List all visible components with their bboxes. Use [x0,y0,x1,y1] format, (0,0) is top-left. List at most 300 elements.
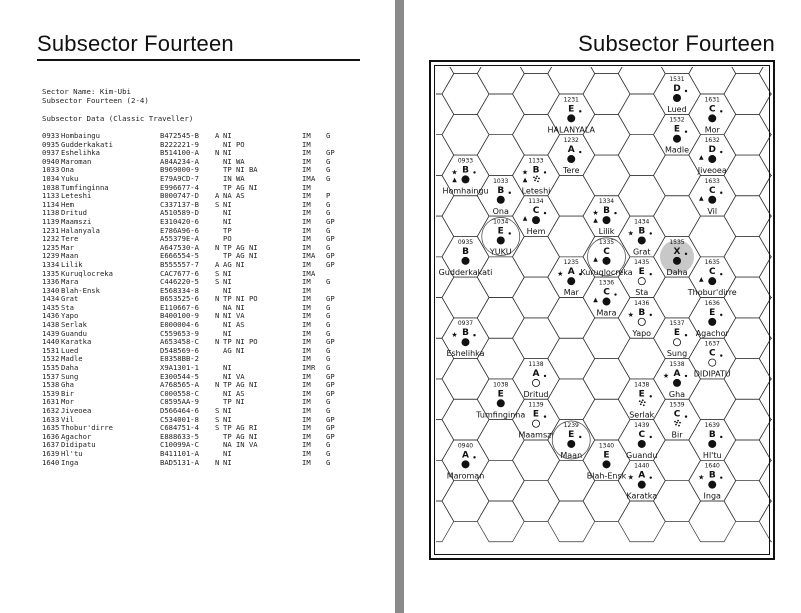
cell-gas: G [326,457,331,467]
cell-alle: IM [302,388,311,398]
system-hex-1631[interactable] [705,96,723,134]
cell-alle: IM [302,397,311,407]
gas-giant-icon [544,171,546,173]
cell-base: N [215,380,220,390]
cell-name: Gudderkakati [61,139,113,149]
cell-flag: A [311,251,316,261]
gas-giant-icon [614,212,616,214]
system-hex-1438[interactable] [629,381,654,419]
cell-name: Mara [61,277,79,287]
cell-codes: NI [223,328,232,338]
system-hex-1434[interactable] [628,218,652,256]
cell-codes: NI [223,148,232,158]
cell-hex: 1038 [42,182,60,192]
hex-cell [654,481,701,522]
world-name: Mor [704,125,720,135]
naval-base-icon: ★ [627,310,634,319]
right-page [404,0,801,613]
hex-cell [583,236,630,277]
cell-uwp: C684751-4 [160,423,199,433]
hex-number: 1235 [563,259,579,267]
gas-giant-icon [509,192,511,194]
hex-cell [442,318,489,359]
hex-number: 1631 [704,96,720,104]
world-icon [567,155,575,163]
hex-cell [431,94,454,135]
cell-codes: AG NI [223,259,245,269]
hex-number: 1034 [493,218,509,226]
gas-giant-icon [473,456,475,458]
asteroid-belt-icon [674,420,681,427]
cell-name: Daha [61,363,79,373]
hex-cell [431,501,454,542]
cell-uwp: B400100-9 [160,311,199,321]
cell-alle: IM [302,259,311,269]
sector-name-line: Sector Name: Kim-Ubi [42,87,131,96]
hex-cell [618,62,665,94]
system-hex-1637[interactable] [694,341,731,379]
cell-gas: GP [326,251,335,261]
world-name: Mar [563,288,579,298]
hex-number: 1138 [528,360,544,368]
starport-class: C [638,429,646,440]
starport-class: D [673,84,681,94]
cell-gas: G [326,397,331,407]
gas-giant-icon [720,436,722,438]
hex-cell [548,216,595,257]
cell-uwp: A55379E-A [160,234,199,244]
cell-codes: NI [223,406,232,415]
cell-name: Halanyala [61,225,100,235]
world-name: Daha [666,267,688,277]
system-hex-1038[interactable] [475,381,525,419]
hex-cell [654,62,701,74]
data-title-line: Subsector Data (Classic Traveller) [42,114,194,123]
scout-base-icon: ▲ [593,217,598,225]
cell-name: Mar [61,242,74,252]
world-icon [673,94,681,102]
title-underline [37,59,360,61]
cell-uwp: C10099A-C [160,440,199,450]
gas-giant-icon [614,293,616,295]
system-hex-0940[interactable] [447,442,485,480]
world-icon [708,277,716,285]
starport-class: E [638,267,645,278]
hex-cell [759,379,777,420]
scout-base-icon: ▲ [698,276,704,284]
cell-gas: GP [326,337,335,347]
cell-name: Hombaingu [61,131,100,140]
cell-gas: GP [326,414,335,424]
starport-class: C [603,246,610,257]
system-hex-1436[interactable] [628,300,652,338]
hex-cell [689,298,736,339]
hex-cell [618,379,665,420]
hex-cell [431,135,454,176]
hex-cell [724,277,771,318]
cell-gas: G [326,328,331,338]
system-hex-1231[interactable] [548,96,596,134]
hex-cell [431,175,454,216]
naval-base-icon: ★ [627,229,634,238]
system-hex-1133[interactable] [522,157,551,195]
world-icon [603,298,611,306]
hex-cell [618,94,665,135]
system-hex-0937[interactable] [446,320,484,358]
world-name: Ona [492,206,509,216]
hex-cell [759,501,777,542]
dry-world-icon [673,339,680,346]
system-hex-1635[interactable] [687,259,737,297]
starport-class: C [603,287,610,298]
system-hex-1334[interactable] [592,198,616,236]
cell-hex: 1632 [42,406,60,415]
amber-zone [552,421,590,459]
cell-hex: 0940 [42,156,60,166]
cell-flag: A [311,268,316,278]
subsector-line: Subsector Fourteen (2-4) [42,96,149,105]
hex-cell [513,155,560,196]
hex-cell [548,338,595,379]
cell-codes: NA AS [223,191,245,201]
cell-codes: TP AG RI [223,423,258,433]
starport-class: E [709,307,716,318]
world-name: Maan [560,450,583,460]
hex-cell [654,399,701,440]
cell-gas: G [326,354,331,364]
hex-cell [724,440,771,481]
hex-number: 1139 [528,401,544,409]
cell-gas: GP [326,294,335,304]
cell-base: N [215,242,220,252]
hex-number: 1537 [669,320,685,328]
world-name: Jiveoea [697,166,727,176]
hex-cell [442,236,489,277]
hex-cell [759,175,777,216]
starport-class: C [708,104,716,115]
system-hex-1138[interactable] [524,361,549,399]
cell-alle: IM [302,191,311,201]
hex-cell [759,460,777,501]
hex-cell [618,338,665,379]
hex-cell [654,277,701,318]
cell-alle: IM [302,208,311,218]
hex-number: 1334 [598,198,615,206]
system-hex-1033[interactable] [493,178,511,216]
cell-uwp: E568334-8 [160,285,199,295]
hex-map [431,62,777,562]
cell-gas: G [326,448,331,458]
cell-gas: G [326,406,331,415]
hex-cell [442,74,489,115]
cell-gas: G [326,199,331,209]
starport-class: C [673,409,681,420]
system-hex-1235[interactable] [557,259,581,297]
cell-uwp: C559653-9 [160,328,199,338]
cell-name: Sta [61,302,74,312]
cell-codes: NI [223,457,232,467]
scout-base-icon: ▲ [593,255,598,263]
cell-hex: 1440 [42,337,60,347]
cell-uwp: C446220-5 [160,277,199,287]
world-icon [497,399,505,407]
world-name: Sung [666,349,688,359]
system-hex-1633[interactable] [699,178,723,216]
cell-name: Maroman [61,156,92,166]
world-name: Karatka [626,491,658,501]
amber-zone [588,238,626,276]
world-icon [708,114,716,122]
system-hex-1139[interactable] [518,402,553,440]
hex-cell [548,379,595,420]
hex-cell [689,379,736,420]
cell-base: N [215,457,220,467]
naval-base-icon: ★ [451,168,458,177]
system-hex-1336[interactable] [593,280,617,318]
hex-number: 1538 [669,360,685,368]
hex-cell [654,440,701,481]
world-icon [638,440,646,448]
cell-name: Serlak [61,320,87,330]
cell-alle: IM [302,182,311,192]
cell-gas: G [326,165,331,175]
system-hex-0935[interactable] [439,239,493,277]
starport-class: E [603,450,610,461]
gas-giant-icon [720,110,722,112]
cell-hex: 0935 [42,139,60,149]
cell-gas: G [326,156,331,166]
red-zone [660,240,694,274]
hex-cell [513,399,560,440]
hex-cell [583,114,630,155]
world-icon [673,135,681,143]
world-icon [708,440,716,448]
system-hex-1535[interactable] [660,239,694,277]
cell-uwp: B653525-6 [160,294,199,304]
cell-base: S [215,414,220,424]
system-hex-1532[interactable] [665,117,689,155]
hex-cell [548,135,595,176]
asteroid-belt-icon [639,399,646,406]
hex-cell [583,62,630,74]
starport-class: E [673,124,681,135]
cell-name: Karatka [61,337,92,347]
cell-codes: TP AG NI [223,251,258,261]
hex-cell [477,460,524,501]
hex-cell [618,298,665,339]
cell-gas: GP [326,380,335,390]
hex-number: 1340 [598,442,615,450]
system-hex-1636[interactable] [696,300,730,338]
world-name: HALANYALA [547,125,595,135]
world-icon [567,440,575,448]
hex-cell [618,501,665,542]
cell-hex: 1231 [42,225,60,235]
cell-uwp: A84A234-A [160,156,199,166]
cell-alle: IM [302,345,311,355]
left-page [0,0,395,613]
cell-codes: NI [223,208,232,218]
hex-cell [759,298,777,339]
cell-base: S [215,423,220,433]
cell-hex: 1235 [42,242,60,252]
cell-hex: 1034 [42,173,60,183]
cell-hex: 1232 [42,234,60,244]
world-icon [638,481,646,489]
world-icon [673,379,681,387]
hex-cell [618,175,665,216]
scout-base-icon: ▲ [522,176,528,184]
cell-uwp: E996677-4 [160,182,199,192]
cell-alle: IM [302,337,311,347]
cell-uwp: E8358BB-2 [160,354,199,364]
world-name: Tere [563,166,580,176]
hex-cell [583,359,630,400]
system-hex-1639[interactable] [703,422,723,460]
hex-grid [431,62,777,542]
cell-gas: GP [326,371,335,381]
system-hex-1034[interactable] [482,217,520,256]
system-hex-1340[interactable] [587,442,627,480]
hex-cell [513,62,560,74]
hex-cell [477,94,524,135]
hex-cell [442,155,489,196]
cell-hex: 1239 [42,251,60,261]
dry-world-icon [532,379,539,386]
cell-codes: NA IN VA [223,440,258,450]
system-hex-1439[interactable] [626,422,657,460]
starport-class: E [638,389,645,400]
hex-cell [477,216,524,257]
hex-cell [724,74,771,115]
cell-name: Jiveoea [61,406,92,415]
system-hex-1435[interactable] [634,259,652,297]
hex-number: 1535 [669,238,685,246]
hex-cell [724,155,771,196]
cell-name: Yapo [61,311,79,321]
system-hex-1440[interactable] [626,463,657,501]
starport-class: B [462,165,469,176]
hex-number: 0937 [457,320,474,328]
cell-hex: 1134 [42,199,60,209]
cell-name: Grat [61,294,79,304]
hex-number: 1532 [669,116,685,124]
system-hex-1632[interactable] [697,137,727,175]
gas-giant-icon [579,273,581,275]
cell-alle: IM [302,242,311,252]
gas-giant-icon [650,232,652,234]
starport-class: B [462,246,469,257]
cell-alle: IM [302,294,311,304]
cell-uwp: E786A96-6 [160,225,199,235]
world-icon [673,257,681,265]
system-hex-1537[interactable] [667,320,687,358]
cell-gas: G [326,208,331,218]
cell-codes: NI [223,363,232,373]
hex-cell [618,420,665,461]
hex-cell [513,359,560,400]
cell-uwp: E110667-6 [160,302,199,312]
hex-number: 1636 [704,299,720,307]
hex-number: 1435 [634,259,650,267]
gas-giant-icon [685,253,687,255]
system-hex-1232[interactable] [562,137,581,175]
cell-codes: TP NI PO [223,294,258,304]
cell-alle: IM [302,414,311,424]
cell-name: Ona [61,165,74,175]
world-name: Vil [707,206,718,216]
system-hex-1538[interactable] [663,361,687,399]
world-name: Gha [668,389,686,399]
cell-hex: 1436 [42,311,60,321]
cell-base: N [215,311,220,321]
hex-cell [724,359,771,400]
starport-class: X [673,246,681,257]
cell-codes: NI [223,448,232,458]
hex-cell [548,62,595,94]
cell-alle: IM [302,371,311,381]
hex-cell [442,196,489,237]
cell-alle: IM [302,440,311,450]
system-hex-1134[interactable] [523,198,547,236]
gas-giant-icon [650,476,652,478]
starport-class: B [708,470,716,481]
cell-alle: IM [302,199,311,209]
system-hex-1531[interactable] [667,76,687,114]
cell-gas: G [326,302,331,312]
cell-base: S [215,268,220,278]
cell-hex: 1340 [42,285,60,295]
cell-codes: TP NI BA [223,165,258,175]
cell-hex: 1336 [42,277,60,287]
world-name: Homhaingu [442,186,489,196]
system-hex-1539[interactable] [669,402,687,440]
cell-hex: 1334 [42,259,60,269]
hex-cell [477,175,524,216]
hex-cell [618,460,665,501]
hex-cell [689,216,736,257]
cell-hex: 1537 [42,371,60,381]
system-hex-1335[interactable] [580,238,632,277]
world-icon [462,175,470,183]
hex-number: 1434 [634,218,650,226]
cell-codes: TP AG NI [223,431,258,441]
cell-uwp: X9A1301-1 [160,363,199,373]
hex-cell [477,62,524,94]
hex-cell [442,481,489,522]
cell-name: Tumfinginna [61,182,109,192]
hex-cell [724,62,771,74]
gas-giant-icon [579,110,581,112]
world-name: Grat [632,247,651,257]
world-name: Bir [671,430,683,440]
hex-cell [442,399,489,440]
cell-alle: IM [302,268,311,278]
cell-alle: IM [302,131,311,140]
cell-uwp: A647530-A [160,242,199,252]
system-hex-1640[interactable] [698,463,722,501]
cell-name: Mor [61,397,74,407]
asteroid-belt-icon [533,176,540,183]
hex-cell [654,114,701,155]
cell-codes: NI AS [223,320,245,330]
system-hex-0933[interactable] [442,157,488,195]
cell-codes: TP AG NI [223,182,258,192]
world-name: Dritud [523,389,549,399]
cell-alle: IM [302,277,311,287]
hex-cell [583,440,630,481]
system-hex-1239[interactable] [552,421,590,460]
